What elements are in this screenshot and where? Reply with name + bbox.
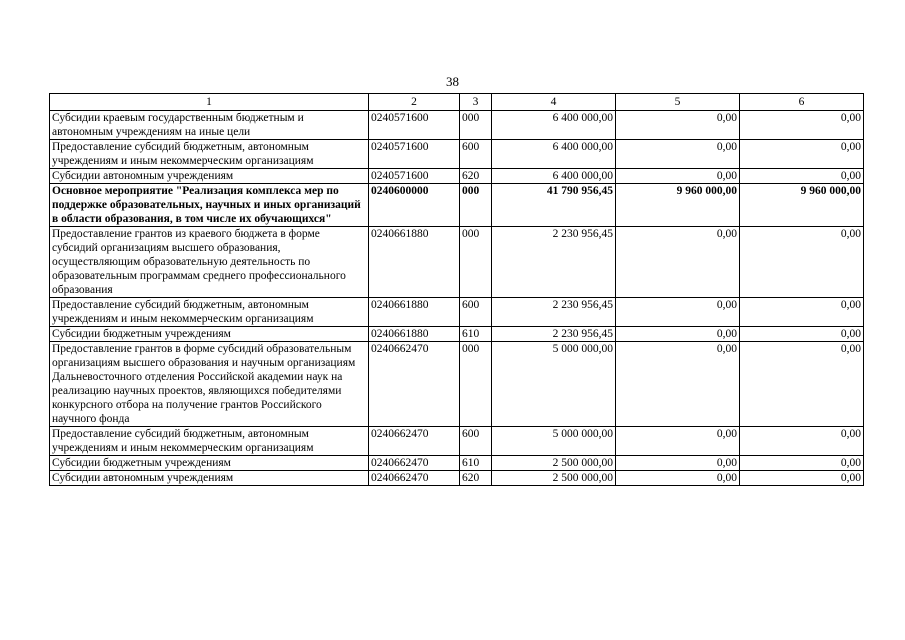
row-name: Субсидии автономным учреждениям bbox=[50, 471, 369, 486]
row-target-code: 0240662470 bbox=[369, 427, 460, 456]
table-row bbox=[50, 427, 864, 456]
row-expense-kind: 600 bbox=[460, 427, 492, 456]
header-row bbox=[50, 94, 864, 111]
row-name: Предоставление субсидий бюджетным, автономным учреждениям и иным некоммерческим организациям bbox=[50, 298, 369, 327]
row-target-code: 0240571600 bbox=[369, 169, 460, 184]
row-amount-col6: 0,00 bbox=[740, 456, 864, 471]
row-name: Субсидии бюджетным учреждениям bbox=[50, 327, 369, 342]
row-name: Предоставление грантов в форме субсидий образовательным организациям высшего образования и научным организациям Дальневосточного отделения Российской академии наук на реализацию научных проектов, являющихся победителями конкурсного отбора на получение грантов Российского научного фонда bbox=[50, 342, 369, 427]
row-amount-col4: 5 000 000,00 bbox=[492, 427, 616, 456]
column-header: 5 bbox=[616, 94, 740, 111]
table-row bbox=[50, 111, 864, 140]
page-number: 38 bbox=[446, 74, 459, 89]
table-row bbox=[50, 298, 864, 327]
row-amount-col6: 0,00 bbox=[740, 342, 864, 427]
row-expense-kind: 620 bbox=[460, 471, 492, 486]
row-amount-col5: 9 960 000,00 bbox=[616, 184, 740, 227]
row-target-code: 0240662470 bbox=[369, 456, 460, 471]
table-row bbox=[50, 456, 864, 471]
row-amount-col5: 0,00 bbox=[616, 227, 740, 298]
row-target-code: 0240661880 bbox=[369, 298, 460, 327]
row-amount-col4: 5 000 000,00 bbox=[492, 342, 616, 427]
row-target-code: 0240661880 bbox=[369, 327, 460, 342]
row-amount-col6: 0,00 bbox=[740, 140, 864, 169]
row-name: Предоставление субсидий бюджетным, автономным учреждениям и иным некоммерческим организациям bbox=[50, 427, 369, 456]
row-amount-col5: 0,00 bbox=[616, 298, 740, 327]
row-amount-col5: 0,00 bbox=[616, 140, 740, 169]
row-expense-kind: 610 bbox=[460, 327, 492, 342]
row-amount-col5: 0,00 bbox=[616, 456, 740, 471]
row-amount-col5: 0,00 bbox=[616, 427, 740, 456]
table-row bbox=[50, 342, 864, 427]
table-row bbox=[50, 140, 864, 169]
row-name: Основное мероприятие "Реализация комплекса мер по поддержке образовательных, научных и иных организаций в области образования, в том числе их обучающихся" bbox=[50, 184, 369, 227]
table-row bbox=[50, 327, 864, 342]
row-amount-col6: 0,00 bbox=[740, 427, 864, 456]
row-target-code: 0240662470 bbox=[369, 342, 460, 427]
table-row bbox=[50, 184, 864, 227]
row-amount-col5: 0,00 bbox=[616, 169, 740, 184]
row-expense-kind: 600 bbox=[460, 298, 492, 327]
table-row bbox=[50, 169, 864, 184]
column-header: 6 bbox=[740, 94, 864, 111]
row-amount-col4: 41 790 956,45 bbox=[492, 184, 616, 227]
row-amount-col5: 0,00 bbox=[616, 111, 740, 140]
row-amount-col4: 6 400 000,00 bbox=[492, 111, 616, 140]
row-name: Субсидии краевым государственным бюджетным и автономным учреждениям на иные цели bbox=[50, 111, 369, 140]
row-amount-col5: 0,00 bbox=[616, 327, 740, 342]
table-row bbox=[50, 471, 864, 486]
row-target-code: 0240571600 bbox=[369, 140, 460, 169]
column-header: 1 bbox=[50, 94, 369, 111]
row-target-code: 0240600000 bbox=[369, 184, 460, 227]
row-expense-kind: 610 bbox=[460, 456, 492, 471]
row-amount-col6: 9 960 000,00 bbox=[740, 184, 864, 227]
row-name: Субсидии бюджетным учреждениям bbox=[50, 456, 369, 471]
budget-table bbox=[49, 93, 864, 486]
row-amount-col6: 0,00 bbox=[740, 169, 864, 184]
row-amount-col4: 6 400 000,00 bbox=[492, 140, 616, 169]
row-expense-kind: 000 bbox=[460, 111, 492, 140]
row-target-code: 0240661880 bbox=[369, 227, 460, 298]
column-header: 3 bbox=[460, 94, 492, 111]
row-name: Предоставление субсидий бюджетным, автономным учреждениям и иным некоммерческим организациям bbox=[50, 140, 369, 169]
row-amount-col4: 2 230 956,45 bbox=[492, 298, 616, 327]
row-amount-col5: 0,00 bbox=[616, 471, 740, 486]
row-amount-col5: 0,00 bbox=[616, 342, 740, 427]
row-name: Субсидии автономным учреждениям bbox=[50, 169, 369, 184]
row-amount-col4: 2 230 956,45 bbox=[492, 227, 616, 298]
row-amount-col4: 2 230 956,45 bbox=[492, 327, 616, 342]
row-amount-col6: 0,00 bbox=[740, 471, 864, 486]
table-row bbox=[50, 227, 864, 298]
row-amount-col6: 0,00 bbox=[740, 298, 864, 327]
row-amount-col4: 2 500 000,00 bbox=[492, 471, 616, 486]
row-expense-kind: 000 bbox=[460, 227, 492, 298]
row-expense-kind: 000 bbox=[460, 342, 492, 427]
row-amount-col4: 6 400 000,00 bbox=[492, 169, 616, 184]
row-amount-col6: 0,00 bbox=[740, 111, 864, 140]
column-header: 4 bbox=[492, 94, 616, 111]
row-target-code: 0240571600 bbox=[369, 111, 460, 140]
row-amount-col6: 0,00 bbox=[740, 327, 864, 342]
row-name: Предоставление грантов из краевого бюджета в форме субсидий организациям высшего образования, осуществляющим образовательную деятельность по образовательным программам среднего профессионального образования bbox=[50, 227, 369, 298]
row-amount-col4: 2 500 000,00 bbox=[492, 456, 616, 471]
row-expense-kind: 000 bbox=[460, 184, 492, 227]
row-expense-kind: 620 bbox=[460, 169, 492, 184]
column-header: 2 bbox=[369, 94, 460, 111]
row-expense-kind: 600 bbox=[460, 140, 492, 169]
row-target-code: 0240662470 bbox=[369, 471, 460, 486]
row-amount-col6: 0,00 bbox=[740, 227, 864, 298]
